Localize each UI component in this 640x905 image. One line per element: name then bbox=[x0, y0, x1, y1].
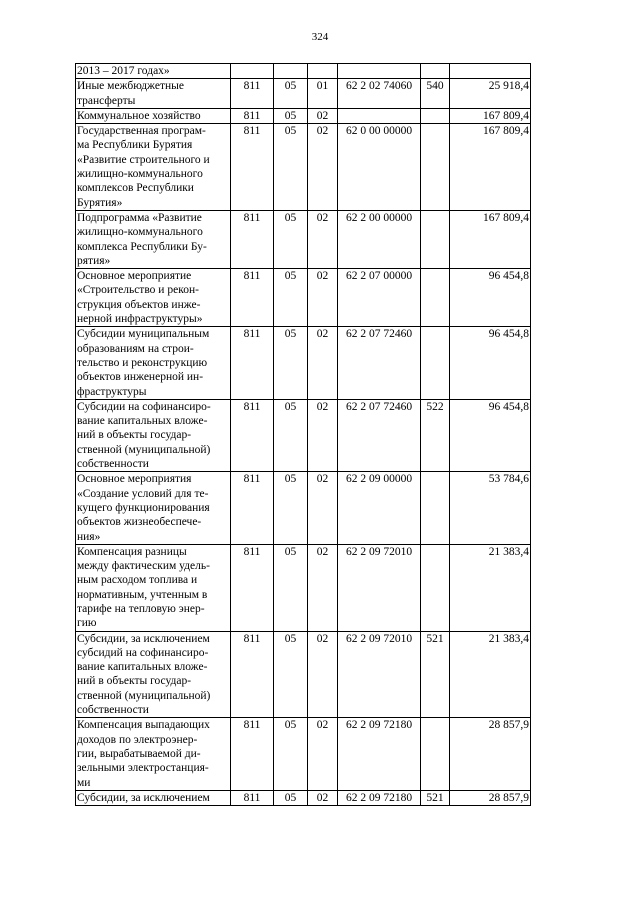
item-name-cell bbox=[76, 790, 231, 805]
pr-cell: 02 bbox=[308, 472, 338, 544]
item-name-line: Бурятия» bbox=[77, 196, 123, 209]
item-name-line: кущего функционирования bbox=[77, 501, 210, 514]
pr-cell: 02 bbox=[308, 210, 338, 268]
table-row bbox=[76, 544, 531, 631]
gr-cell: 811 bbox=[231, 472, 274, 544]
item-name-cell bbox=[76, 124, 231, 211]
csr-cell: 62 2 09 00000 bbox=[338, 472, 421, 544]
item-name-line: объектов жизнеобеспече- bbox=[77, 516, 202, 529]
item-name-line: ным расходом топлива и bbox=[77, 574, 198, 587]
item-name-line: Основное мероприятие bbox=[77, 270, 192, 283]
item-name-line: «Создание условий для те- bbox=[77, 487, 209, 500]
csr-cell: 62 2 07 72460 bbox=[338, 327, 421, 399]
gr-cell: 811 bbox=[231, 210, 274, 268]
gr-cell: 811 bbox=[231, 631, 274, 718]
item-name-line: трансферты bbox=[77, 94, 136, 107]
item-name-line: жилищно-коммунального bbox=[77, 168, 203, 181]
pr-cell: 01 bbox=[308, 79, 338, 109]
item-name-line: гии, вырабатываемой ди- bbox=[77, 747, 201, 760]
csr-cell: 62 2 00 00000 bbox=[338, 210, 421, 268]
amount-cell: 21 383,4 bbox=[450, 544, 531, 631]
table-row bbox=[76, 269, 531, 327]
vr-cell bbox=[421, 108, 450, 123]
item-name-line: Компенсация выпадающих bbox=[77, 719, 210, 732]
vr-cell bbox=[421, 544, 450, 631]
item-name-line: нормативным, учтенным в bbox=[77, 588, 208, 601]
rz-cell: 05 bbox=[274, 210, 308, 268]
item-name-line: «Развитие строительного и bbox=[77, 153, 210, 166]
pr-cell: 02 bbox=[308, 124, 338, 211]
item-name-line: жилищно-коммунального bbox=[77, 226, 203, 239]
pr-cell: 02 bbox=[308, 327, 338, 399]
rz-cell: 05 bbox=[274, 544, 308, 631]
item-name-line: Субсидии, за исключением bbox=[77, 632, 210, 645]
rz-cell: 05 bbox=[274, 399, 308, 471]
item-name-cell bbox=[76, 631, 231, 718]
amount-cell: 21 383,4 bbox=[450, 631, 531, 718]
item-name-line: фраструктуры bbox=[77, 385, 147, 398]
item-name-line: «Строительство и рекон- bbox=[77, 284, 199, 297]
csr-cell: 62 2 07 00000 bbox=[338, 269, 421, 327]
item-name-cell bbox=[76, 718, 231, 790]
item-name-line: доходов по электроэнер- bbox=[77, 733, 198, 746]
csr-cell: 62 2 09 72180 bbox=[338, 790, 421, 805]
amount-cell: 25 918,4 bbox=[450, 79, 531, 109]
item-name-line: собственности bbox=[77, 458, 149, 471]
gr-cell: 811 bbox=[231, 124, 274, 211]
rz-cell: 05 bbox=[274, 472, 308, 544]
vr-cell bbox=[421, 472, 450, 544]
rz-cell: 05 bbox=[274, 327, 308, 399]
item-name-line: Государственная програм- bbox=[77, 125, 206, 138]
amount-cell: 96 454,8 bbox=[450, 399, 531, 471]
vr-cell: 522 bbox=[421, 399, 450, 471]
item-name-line: гию bbox=[77, 617, 97, 630]
pr-cell: 02 bbox=[308, 544, 338, 631]
item-name-line: ми bbox=[77, 776, 91, 789]
csr-cell bbox=[338, 64, 421, 79]
pr-cell: 02 bbox=[308, 399, 338, 471]
csr-cell: 62 0 00 00000 bbox=[338, 124, 421, 211]
csr-cell bbox=[338, 108, 421, 123]
table-row bbox=[76, 631, 531, 718]
item-name-line: собственности bbox=[77, 704, 149, 717]
table-row bbox=[76, 64, 531, 79]
item-name-cell bbox=[76, 108, 231, 123]
csr-cell: 62 2 07 72460 bbox=[338, 399, 421, 471]
gr-cell: 811 bbox=[231, 790, 274, 805]
item-name-line: ний в объекты государ- bbox=[77, 429, 192, 442]
item-name-cell bbox=[76, 472, 231, 544]
amount-cell: 96 454,8 bbox=[450, 269, 531, 327]
page-number: 324 bbox=[311, 31, 329, 43]
rz-cell: 05 bbox=[274, 108, 308, 123]
csr-cell: 62 2 09 72010 bbox=[338, 631, 421, 718]
amount-cell bbox=[450, 64, 531, 79]
gr-cell: 811 bbox=[231, 718, 274, 790]
rz-cell: 05 bbox=[274, 269, 308, 327]
amount-cell: 53 784,6 bbox=[450, 472, 531, 544]
item-name-line: 2013 – 2017 годах» bbox=[77, 65, 170, 77]
rz-cell: 05 bbox=[274, 790, 308, 805]
vr-cell: 521 bbox=[421, 790, 450, 805]
item-name-cell bbox=[76, 79, 231, 109]
item-name-line: Подпрограмма «Развитие bbox=[77, 211, 202, 224]
vr-cell: 540 bbox=[421, 79, 450, 109]
csr-cell: 62 2 09 72180 bbox=[338, 718, 421, 790]
item-name-line: тельство и реконструкцию bbox=[77, 356, 208, 369]
table-row bbox=[76, 327, 531, 399]
item-name-line: объектов инженерной ин- bbox=[77, 371, 204, 384]
item-name-line: Иные межбюджетные bbox=[77, 80, 184, 93]
pr-cell: 02 bbox=[308, 718, 338, 790]
gr-cell: 811 bbox=[231, 399, 274, 471]
item-name-line: субсидий на софинансиро- bbox=[77, 646, 209, 659]
item-name-cell bbox=[76, 64, 231, 79]
rz-cell: 05 bbox=[274, 124, 308, 211]
item-name-line: ма Республики Бурятия bbox=[77, 139, 193, 152]
item-name-line: ственной (муниципальной) bbox=[77, 689, 211, 702]
rz-cell: 05 bbox=[274, 631, 308, 718]
pr-cell: 02 bbox=[308, 269, 338, 327]
item-name-line: нерной инфраструктуры» bbox=[77, 313, 203, 326]
item-name-line: струкция объектов инже- bbox=[77, 298, 201, 311]
rz-cell: 05 bbox=[274, 79, 308, 109]
table-row bbox=[76, 79, 531, 109]
csr-cell: 62 2 02 74060 bbox=[338, 79, 421, 109]
vr-cell bbox=[421, 327, 450, 399]
pr-cell: 02 bbox=[308, 790, 338, 805]
gr-cell: 811 bbox=[231, 327, 274, 399]
item-name-line: вание капитальных вложе- bbox=[77, 661, 208, 674]
item-name-cell bbox=[76, 544, 231, 631]
item-name-line: Основное мероприятия bbox=[77, 473, 192, 486]
amount-cell: 167 809,4 bbox=[450, 124, 531, 211]
item-name-cell bbox=[76, 269, 231, 327]
table-row bbox=[76, 790, 531, 805]
item-name-line: Компенсация разницы bbox=[77, 545, 187, 558]
item-name-line: Субсидии на софинансиро- bbox=[77, 400, 211, 413]
gr-cell: 811 bbox=[231, 108, 274, 123]
table-row bbox=[76, 124, 531, 211]
budget-table bbox=[75, 63, 531, 806]
table-row bbox=[76, 472, 531, 544]
vr-cell bbox=[421, 210, 450, 268]
item-name-line: образованиям на строи- bbox=[77, 342, 194, 355]
item-name-line: Субсидии муниципальным bbox=[77, 328, 210, 341]
amount-cell: 167 809,4 bbox=[450, 210, 531, 268]
item-name-line: между фактическим удель- bbox=[77, 560, 210, 573]
item-name-line: Субсидии, за исключением bbox=[77, 791, 210, 804]
amount-cell: 28 857,9 bbox=[450, 718, 531, 790]
item-name-cell bbox=[76, 210, 231, 268]
vr-cell bbox=[421, 64, 450, 79]
vr-cell bbox=[421, 718, 450, 790]
gr-cell: 811 bbox=[231, 269, 274, 327]
item-name-line: ния» bbox=[77, 530, 101, 543]
vr-cell bbox=[421, 124, 450, 211]
vr-cell: 521 bbox=[421, 631, 450, 718]
pr-cell: 02 bbox=[308, 631, 338, 718]
vr-cell bbox=[421, 269, 450, 327]
pr-cell: 02 bbox=[308, 108, 338, 123]
amount-cell: 28 857,9 bbox=[450, 790, 531, 805]
gr-cell: 811 bbox=[231, 544, 274, 631]
csr-cell: 62 2 09 72010 bbox=[338, 544, 421, 631]
amount-cell: 96 454,8 bbox=[450, 327, 531, 399]
pr-cell bbox=[308, 64, 338, 79]
rz-cell bbox=[274, 64, 308, 79]
table-row bbox=[76, 399, 531, 471]
table-row bbox=[76, 210, 531, 268]
gr-cell: 811 bbox=[231, 79, 274, 109]
amount-cell: 167 809,4 bbox=[450, 108, 531, 123]
item-name-line: ственной (муниципальной) bbox=[77, 443, 211, 456]
item-name-line: Коммунальное хозяйство bbox=[77, 109, 201, 122]
table-row bbox=[76, 718, 531, 790]
rz-cell: 05 bbox=[274, 718, 308, 790]
item-name-line: ний в объекты государ- bbox=[77, 675, 192, 688]
item-name-line: комплекса Республики Бу- bbox=[77, 240, 207, 253]
gr-cell bbox=[231, 64, 274, 79]
item-name-line: вание капитальных вложе- bbox=[77, 415, 208, 428]
item-name-cell bbox=[76, 327, 231, 399]
item-name-line: рятия» bbox=[77, 254, 111, 267]
item-name-cell bbox=[76, 399, 231, 471]
item-name-line: комплексов Республики bbox=[77, 182, 194, 195]
item-name-line: зельными электростанция- bbox=[77, 762, 209, 775]
table-row bbox=[76, 108, 531, 123]
item-name-line: тарифе на тепловую энер- bbox=[77, 602, 205, 615]
